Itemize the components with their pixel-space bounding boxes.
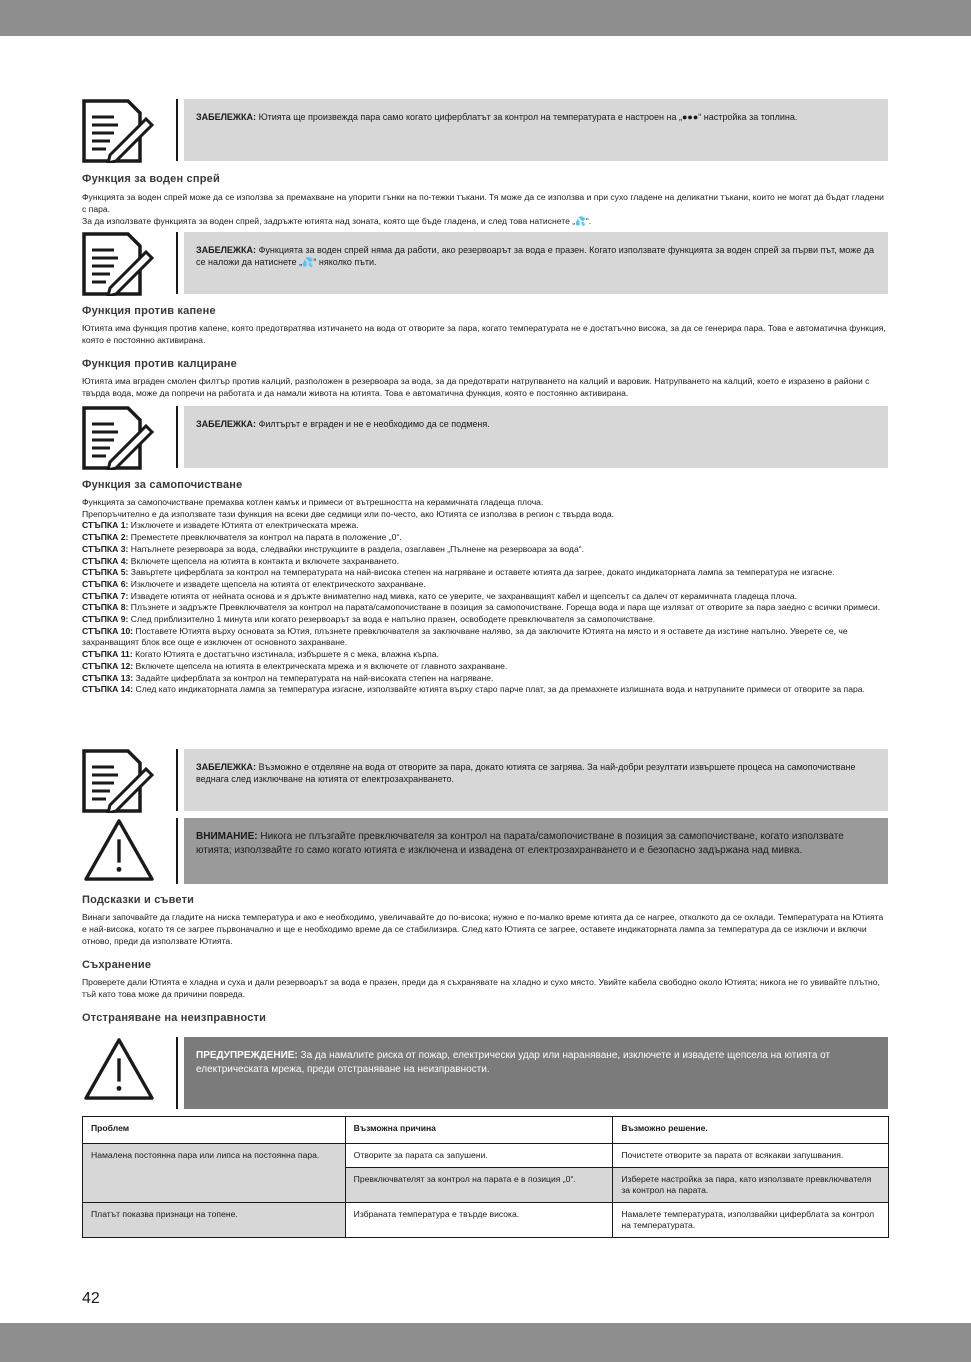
step-label: СТЪПКА 3: bbox=[82, 543, 129, 554]
note-4 bbox=[82, 749, 888, 811]
step-6 bbox=[82, 579, 888, 591]
step-4 bbox=[82, 556, 888, 568]
heading-tips: Подсказки и съвети bbox=[82, 894, 195, 906]
step-13 bbox=[82, 673, 888, 685]
table-cell: Отворите за парата са запушени. bbox=[345, 1144, 613, 1168]
table-header: Възможна причина bbox=[345, 1117, 613, 1144]
step-label: СТЪПКА 9: bbox=[82, 614, 129, 625]
table-cell: Почистете отворите за парата от всякакви запушвания. bbox=[613, 1144, 889, 1168]
step-label: СТЪПКА 5: bbox=[82, 567, 129, 578]
warning-label: ВНИМАНИЕ: bbox=[196, 831, 258, 842]
step-label: СТЪПКА 14: bbox=[82, 684, 134, 695]
step-label: СТЪПКА 12: bbox=[82, 660, 134, 671]
step-7 bbox=[82, 591, 888, 603]
note-document-pencil-icon bbox=[82, 749, 156, 813]
note-divider bbox=[176, 99, 178, 161]
step-label: СТЪПКА 10: bbox=[82, 625, 134, 636]
paragraph: Ютията има вграден смолен филтър против калций, разположен в резервоара за вода, за да предотврати натрупването на калций и варовик. Натрупването на калций, което е изразено в райони с твърда вода, може да попречи на работата и да намали живота на ютията. Това е автоматична функция, която е постоянно активирана. bbox=[82, 376, 870, 398]
step-text: Включете щепсела на ютията в електрическата мрежа и я включете от главното захранване. bbox=[133, 660, 508, 671]
step-label: СТЪПКА 7: bbox=[82, 590, 129, 601]
step-10 bbox=[82, 626, 888, 649]
note-box bbox=[184, 99, 888, 161]
note-label: ЗАБЕЛЕЖКА: bbox=[196, 112, 257, 122]
step-label: СТЪПКА 1: bbox=[82, 520, 129, 531]
note-divider bbox=[176, 749, 178, 811]
note-divider bbox=[176, 1037, 178, 1109]
heading-anti-drip: Функция против капене bbox=[82, 305, 216, 317]
note-document-pencil-icon bbox=[82, 406, 156, 470]
note-document-pencil-icon bbox=[82, 99, 156, 163]
paragraph bbox=[82, 192, 888, 227]
warning-text: За да намалите риска от пожар, електрически удар или нараняване, изключете и извадете щепсела на ютията от електрическата мрежа, преди отстраняване на неизправности. bbox=[196, 1050, 831, 1075]
paragraph-line: За да използвате функцията за воден спрей, задръжте ютията над зоната, която ще бъде гладена, и след това натиснете „💦“. bbox=[82, 215, 592, 226]
note-2 bbox=[82, 232, 888, 294]
step-8 bbox=[82, 602, 888, 614]
note-text: Функцията за воден спрей няма да работи, ако резервоарът за вода е празен. Когато използвате функцията за воден спрей за първи път, може да се наложи да натиснете „💦“ няколко пъти. bbox=[196, 245, 874, 267]
note-label: ЗАБЕЛЕЖКА: bbox=[196, 245, 257, 255]
heading-self-clean: Функция за самопочистване bbox=[82, 479, 243, 491]
step-9 bbox=[82, 614, 888, 626]
note-box bbox=[184, 406, 888, 468]
step-text: Преместете превключвателя за контрол на парата в положение „0“. bbox=[128, 532, 402, 543]
step-11 bbox=[82, 649, 888, 661]
troubleshooting-table bbox=[82, 1116, 889, 1238]
step-text: Напълнете резервоара за вода, следвайки инструкциите в раздела, озаглавен „Пълнене на резервоара за вода“. bbox=[128, 543, 584, 554]
warning-text: Никога не плъзгайте превключвателя за контрол на парата/самопочистване в позиция за самопочистване, когато използвате ютията; използвайте го само когато ютията е изключена и извадена от електрозахранването и е безопасно задържана над мивка. bbox=[196, 831, 844, 856]
step-label: СТЪПКА 13: bbox=[82, 672, 134, 683]
warning-triangle-icon bbox=[82, 1037, 156, 1101]
step-2 bbox=[82, 532, 888, 544]
step-text: Изключете и извадете щепсела на ютията от електрическото захранване. bbox=[128, 578, 426, 589]
note-divider bbox=[176, 818, 178, 884]
heading-water-spray: Функция за воден спрей bbox=[82, 173, 220, 185]
paragraph-line: Препоръчително е да използвате тази функция на всеки две седмици или по-често, ако Ютията се използва в регион с твърда вода. bbox=[82, 508, 614, 519]
note-divider bbox=[176, 406, 178, 468]
step-12 bbox=[82, 661, 888, 673]
table-cell: Изберете настройка за пара, като използвате превключвателя за контрол на парата. bbox=[613, 1168, 889, 1203]
warning-box bbox=[184, 1037, 888, 1109]
paragraph: Ютията има функция против капене, която предотвратява изтичането на вода от отворите за пара, когато температурата не е достатъчно висока, за да се генерира пара. Това е автоматична функция, която е постоянно активирана. bbox=[82, 323, 886, 345]
header-bar bbox=[0, 0, 971, 36]
step-text: Включете щепсела на ютията в контакта и включете захранването. bbox=[128, 555, 400, 566]
warning-triangle-icon bbox=[82, 818, 156, 882]
step-5 bbox=[82, 567, 888, 579]
step-text: Когато Ютията е достатъчно изстинала, избършете я с мека, влажна кърпа. bbox=[132, 649, 439, 660]
note-label: ЗАБЕЛЕЖКА: bbox=[196, 419, 257, 429]
footer-bar bbox=[0, 1323, 971, 1362]
step-text: Завъртете циферблата за контрол на температурата на най-висока степен на нагряване и оставете ютията да загрее, докато индикаторната лампа за температура не изгасне. bbox=[128, 567, 835, 578]
table-header: Проблем bbox=[83, 1117, 346, 1144]
note-3 bbox=[82, 406, 888, 468]
heading-storage: Съхранение bbox=[82, 959, 152, 971]
table-cell: Превключвателят за контрол на парата е в позиция „0“. bbox=[345, 1168, 613, 1203]
step-label: СТЪПКА 4: bbox=[82, 555, 129, 566]
paragraph-line: Функцията за воден спрей може да се използва за премахване на упорити гънки на по-тежки тъкани. Тя може да се използва и при сухо гладене на деликатни тъкани, които не могат да бъдат гладени с пара. bbox=[82, 192, 884, 214]
note-text: Филтърът е вграден и не е необходимо да се подменя. bbox=[256, 419, 490, 429]
page-number: 42 bbox=[82, 1290, 100, 1307]
table-header-row bbox=[83, 1117, 889, 1144]
paragraph: Проверете дали Ютията е хладна и суха и дали резервоарът за вода е празен, преди да я съхранявате на хладно и сухо място. Увийте кабела свободно около Ютията; никога не го увивайте плътно, тъй като това може да причини повреда. bbox=[82, 977, 880, 999]
step-text: След приблизително 1 минута или когато резервоарът за вода е напълно празен, освободете превключвателя за самопочистване. bbox=[128, 614, 656, 625]
step-text: Изключете и извадете Ютията от електрическата мрежа. bbox=[128, 520, 359, 531]
warning-1 bbox=[82, 818, 888, 884]
step-label: СТЪПКА 8: bbox=[82, 602, 129, 613]
step-1 bbox=[82, 520, 888, 532]
step-text: Задайте циферблата за контрол на температурата на най-високата степен на нагряване. bbox=[133, 672, 494, 683]
table-header: Възможно решение. bbox=[613, 1117, 889, 1144]
table-cell: Избраната температура е твърде висока. bbox=[345, 1203, 613, 1238]
step-text: Извадете ютията от нейната основа и я дръжте внимателно над мивка, като се уверите, че захранващият кабел и щепселът са далеч от керамичната гладеща плоча. bbox=[128, 590, 798, 601]
step-label: СТЪПКА 6: bbox=[82, 578, 129, 589]
table-cell: Платът показва признаци на топене. bbox=[83, 1203, 346, 1238]
note-divider bbox=[176, 232, 178, 294]
note-box bbox=[184, 749, 888, 811]
heading-anti-calc: Функция против калциране bbox=[82, 358, 237, 370]
table-cell: Намалена постоянна пара или липса на постоянна пара. bbox=[83, 1144, 346, 1203]
warning-2 bbox=[82, 1037, 888, 1109]
paragraph: Винаги започвайте да гладите на ниска температура и ако е необходимо, увеличавайте до по-висока; нужно е по-малко време ютията да се нагрее, отколкото да се охлади. Температурата на Ютията е най-висока, когато тя се загрее първоначално и ще е необходимо време да се стабилизира. След като Ютията се загрее, оставете индикаторната лампа за температура да се изключи и включи отново, преди да използвате Ютията. bbox=[82, 912, 884, 946]
note-text: Възможно е отделяне на вода от отворите за пара, докато ютията се загрява. За най-добри резултати извършете процеса на самопочистване веднага след изключване на ютията от електрозахранването. bbox=[196, 762, 856, 784]
note-1 bbox=[82, 99, 888, 161]
note-box bbox=[184, 232, 888, 294]
step-label: СТЪПКА 11: bbox=[82, 649, 133, 660]
heading-troubleshoot: Отстраняване на неизправности bbox=[82, 1012, 267, 1024]
note-label: ЗАБЕЛЕЖКА: bbox=[196, 762, 257, 772]
step-label: СТЪПКА 2: bbox=[82, 532, 129, 543]
note-document-pencil-icon bbox=[82, 232, 156, 296]
step-text: Поставете Ютията върху основата за Ютия, плъзнете превключвателя за заключване наляво, за да заключите Ютията на място и я оставете да изстине напълно. Уверете се, че захранващият блок все още е изключен от основното захранване. bbox=[82, 625, 848, 648]
step-text: След като индикаторната лампа за температура изгасне, използвайте ютията върху старо парче плат, за да премахнете излишната вода и натрупаните примеси от отворите за пара. bbox=[133, 684, 865, 695]
step-14 bbox=[82, 684, 888, 696]
step-text: Плъзнете и задръжте Превключвателя за контрол на парата/самопочистване в позиция за самопочистване. Гореща вода и пара ще излязат от отворите за пара заедно с всички примеси. bbox=[128, 602, 881, 613]
table-cell: Намалете температурата, използвайки циферблата за контрол на температурата. bbox=[613, 1203, 889, 1238]
warning-label: ПРЕДУПРЕЖДЕНИЕ: bbox=[196, 1050, 298, 1061]
self-clean-steps bbox=[82, 497, 888, 696]
table-row bbox=[83, 1203, 889, 1238]
paragraph-line: Функцията за самопочистване премахва котлен камък и примеси от вътрешността на керамичната гладеща плоча. bbox=[82, 497, 544, 507]
note-text: Ютията ще произвежда пара само когато циферблатът за контрол на температурата е настроен на „●●●“ настройка за топлина. bbox=[256, 112, 798, 122]
table-row bbox=[83, 1144, 889, 1168]
step-3 bbox=[82, 544, 888, 556]
warning-box bbox=[184, 818, 888, 884]
